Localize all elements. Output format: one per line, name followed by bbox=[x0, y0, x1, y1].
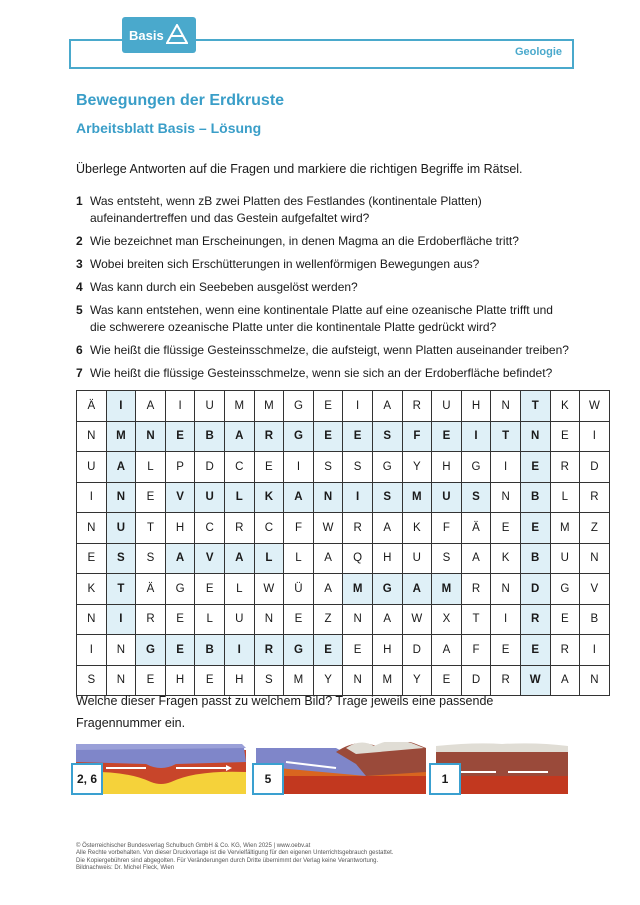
grid-cell: K bbox=[491, 543, 521, 574]
grid-cell: S bbox=[343, 452, 373, 483]
grid-cell: E bbox=[136, 482, 166, 513]
grid-cell: R bbox=[550, 452, 580, 483]
grid-cell: T bbox=[136, 513, 166, 544]
grid-cell: T bbox=[520, 391, 550, 422]
page-subtitle: Arbeitsblatt Basis – Lösung bbox=[76, 120, 262, 136]
grid-cell: L bbox=[136, 452, 166, 483]
grid-cell: B bbox=[580, 604, 610, 635]
grid-cell: C bbox=[254, 513, 284, 544]
grid-cell: B bbox=[195, 635, 225, 666]
question-text: Was entsteht, wenn zB zwei Platten des Festlandes (kontinentale Platten) aufeinandertreffen und das Gestein aufgefaltet wird? bbox=[90, 194, 482, 225]
logo-text: Basis bbox=[129, 27, 164, 43]
grid-cell: B bbox=[520, 482, 550, 513]
grid-cell: A bbox=[372, 391, 402, 422]
grid-cell: R bbox=[461, 574, 491, 605]
grid-cell: M bbox=[432, 574, 462, 605]
grid-cell: I bbox=[343, 482, 373, 513]
grid-row bbox=[77, 482, 610, 513]
grid-row bbox=[77, 391, 610, 422]
grid-cell: S bbox=[77, 665, 107, 696]
question-text: Wobei breiten sich Erschütterungen in wellenförmigen Bewegungen aus? bbox=[90, 257, 480, 271]
question-text: Wie heißt die flüssige Gesteinsschmelze, wenn sie sich an der Erdoberfläche befindet? bbox=[90, 366, 553, 380]
question-item bbox=[76, 302, 576, 336]
grid-cell: W bbox=[520, 665, 550, 696]
grid-cell: N bbox=[491, 574, 521, 605]
grid-cell: C bbox=[224, 452, 254, 483]
grid-cell: W bbox=[402, 604, 432, 635]
grid-cell: V bbox=[195, 543, 225, 574]
grid-cell: G bbox=[372, 574, 402, 605]
basis-logo bbox=[122, 17, 196, 53]
grid-cell: U bbox=[195, 391, 225, 422]
grid-cell: E bbox=[195, 665, 225, 696]
grid-cell: N bbox=[77, 421, 107, 452]
grid-cell: S bbox=[313, 452, 343, 483]
grid-cell: Y bbox=[313, 665, 343, 696]
grid-cell: N bbox=[106, 482, 136, 513]
grid-cell: R bbox=[224, 513, 254, 544]
grid-cell: M bbox=[106, 421, 136, 452]
question-item bbox=[76, 193, 576, 227]
grid-cell: F bbox=[432, 513, 462, 544]
grid-cell: I bbox=[461, 421, 491, 452]
question-item bbox=[76, 365, 576, 382]
question-item bbox=[76, 233, 576, 250]
grid-cell: B bbox=[195, 421, 225, 452]
grid-cell: E bbox=[520, 452, 550, 483]
grid-cell: N bbox=[106, 665, 136, 696]
grid-cell: T bbox=[461, 604, 491, 635]
grid-cell: E bbox=[254, 452, 284, 483]
footer-line: © Österreichischer Bundesverlag Schulbuch GmbH & Co. KG, Wien 2025 | www.oebv.at bbox=[76, 843, 311, 849]
grid-cell: L bbox=[224, 482, 254, 513]
grid-cell: N bbox=[136, 421, 166, 452]
grid-cell: Ä bbox=[77, 391, 107, 422]
grid-cell: F bbox=[402, 421, 432, 452]
grid-cell: A bbox=[284, 482, 314, 513]
grid-cell: N bbox=[491, 482, 521, 513]
grid-cell: W bbox=[254, 574, 284, 605]
grid-cell: I bbox=[580, 421, 610, 452]
grid-cell: A bbox=[372, 604, 402, 635]
grid-cell: A bbox=[224, 543, 254, 574]
grid-cell: I bbox=[77, 635, 107, 666]
intro-text: Überlege Antworten auf die Fragen und markiere die richtigen Begriffe im Rätsel. bbox=[76, 162, 523, 176]
grid-cell: I bbox=[284, 452, 314, 483]
grid-cell: F bbox=[284, 513, 314, 544]
grid-cell: N bbox=[580, 665, 610, 696]
grid-cell: A bbox=[402, 574, 432, 605]
grid-cell: U bbox=[432, 482, 462, 513]
grid-row bbox=[77, 421, 610, 452]
grid-cell: U bbox=[402, 543, 432, 574]
grid-cell: R bbox=[136, 604, 166, 635]
grid-cell: H bbox=[461, 391, 491, 422]
grid-cell: K bbox=[402, 513, 432, 544]
grid-cell: E bbox=[77, 543, 107, 574]
grid-cell: I bbox=[491, 604, 521, 635]
grid-cell: B bbox=[520, 543, 550, 574]
grid-cell: Ü bbox=[284, 574, 314, 605]
answer-box-2[interactable]: 5 bbox=[252, 763, 284, 795]
grid-cell: N bbox=[254, 604, 284, 635]
grid-cell: K bbox=[550, 391, 580, 422]
grid-cell: P bbox=[165, 452, 195, 483]
grid-cell: N bbox=[491, 391, 521, 422]
grid-cell: L bbox=[195, 604, 225, 635]
grid-cell: U bbox=[432, 391, 462, 422]
grid-cell: R bbox=[580, 482, 610, 513]
grid-cell: E bbox=[165, 635, 195, 666]
grid-cell: Q bbox=[343, 543, 373, 574]
grid-cell: W bbox=[313, 513, 343, 544]
grid-cell: A bbox=[224, 421, 254, 452]
grid-cell: N bbox=[106, 635, 136, 666]
grid-cell: N bbox=[313, 482, 343, 513]
grid-cell: A bbox=[550, 665, 580, 696]
grid-cell: M bbox=[254, 391, 284, 422]
answer-box-3[interactable]: 1 bbox=[429, 763, 461, 795]
grid-cell: E bbox=[195, 574, 225, 605]
grid-cell: I bbox=[580, 635, 610, 666]
grid-cell: G bbox=[284, 391, 314, 422]
grid-cell: S bbox=[432, 543, 462, 574]
grid-cell: E bbox=[432, 421, 462, 452]
grid-cell: U bbox=[195, 482, 225, 513]
grid-cell: U bbox=[224, 604, 254, 635]
question-item bbox=[76, 342, 576, 359]
question-number: 7 bbox=[76, 366, 83, 380]
grid-cell: E bbox=[520, 635, 550, 666]
grid-cell: G bbox=[550, 574, 580, 605]
question-number: 2 bbox=[76, 234, 83, 248]
grid-cell: E bbox=[550, 421, 580, 452]
grid-cell: E bbox=[313, 635, 343, 666]
grid-cell: U bbox=[77, 452, 107, 483]
grid-cell: V bbox=[165, 482, 195, 513]
grid-cell: F bbox=[461, 635, 491, 666]
grid-cell: A bbox=[461, 543, 491, 574]
grid-cell: I bbox=[224, 635, 254, 666]
grid-cell: Ä bbox=[136, 574, 166, 605]
grid-cell: G bbox=[284, 421, 314, 452]
grid-cell: R bbox=[491, 665, 521, 696]
grid-cell: M bbox=[372, 665, 402, 696]
question-list bbox=[76, 193, 576, 388]
grid-cell: N bbox=[343, 665, 373, 696]
grid-cell: D bbox=[461, 665, 491, 696]
grid-cell: D bbox=[402, 635, 432, 666]
grid-cell: D bbox=[520, 574, 550, 605]
grid-cell: L bbox=[254, 543, 284, 574]
grid-cell: H bbox=[372, 635, 402, 666]
grid-cell: H bbox=[372, 543, 402, 574]
grid-cell: S bbox=[461, 482, 491, 513]
grid-cell: D bbox=[580, 452, 610, 483]
grid-cell: G bbox=[136, 635, 166, 666]
page-title: Bewegungen der Erdkruste bbox=[76, 92, 285, 109]
footer bbox=[76, 843, 394, 872]
grid-cell: E bbox=[432, 665, 462, 696]
grid-cell: M bbox=[343, 574, 373, 605]
grid-cell: E bbox=[165, 604, 195, 635]
grid-cell: A bbox=[432, 635, 462, 666]
grid-cell: G bbox=[372, 452, 402, 483]
grid-cell: I bbox=[343, 391, 373, 422]
grid-cell: G bbox=[461, 452, 491, 483]
grid-cell: D bbox=[195, 452, 225, 483]
grid-cell: N bbox=[77, 604, 107, 635]
grid-cell: T bbox=[491, 421, 521, 452]
grid-cell: I bbox=[491, 452, 521, 483]
grid-cell: G bbox=[165, 574, 195, 605]
grid-cell: E bbox=[313, 421, 343, 452]
question-number: 1 bbox=[76, 194, 83, 208]
grid-cell: S bbox=[372, 421, 402, 452]
grid-cell: A bbox=[372, 513, 402, 544]
grid-cell: W bbox=[580, 391, 610, 422]
grid-cell: N bbox=[343, 604, 373, 635]
grid-cell: L bbox=[550, 482, 580, 513]
question-number: 5 bbox=[76, 303, 83, 317]
question-text: Wie heißt die flüssige Gesteinsschmelze, die aufsteigt, wenn Platten auseinander treiben? bbox=[90, 343, 569, 357]
grid-cell: H bbox=[165, 513, 195, 544]
answer-box-1[interactable]: 2, 6 bbox=[71, 763, 103, 795]
grid-cell: A bbox=[136, 391, 166, 422]
grid-cell: S bbox=[106, 543, 136, 574]
grid-row bbox=[77, 452, 610, 483]
grid-cell: H bbox=[224, 665, 254, 696]
grid-row bbox=[77, 604, 610, 635]
grid-cell: T bbox=[106, 574, 136, 605]
grid-cell: M bbox=[224, 391, 254, 422]
grid-cell: E bbox=[550, 604, 580, 635]
grid-cell: S bbox=[372, 482, 402, 513]
grid-cell: E bbox=[165, 421, 195, 452]
question-text: Was kann durch ein Seebeben ausgelöst werden? bbox=[90, 280, 358, 294]
grid-cell: A bbox=[165, 543, 195, 574]
grid-cell: K bbox=[254, 482, 284, 513]
grid-cell: R bbox=[343, 513, 373, 544]
question-number: 3 bbox=[76, 257, 83, 271]
matching-question: Welche dieser Fragen passt zu welchem Bild? Trage jeweils eine passende Fragennummer ein. bbox=[76, 694, 494, 730]
grid-cell: I bbox=[77, 482, 107, 513]
grid-cell: V bbox=[580, 574, 610, 605]
grid-cell: Y bbox=[402, 665, 432, 696]
subject-label: Geologie bbox=[514, 46, 562, 58]
grid-row bbox=[77, 543, 610, 574]
question-text: Was kann entstehen, wenn eine kontinentale Platte auf eine ozeanische Platte trifft und die schwerere ozeanische Platte unter die kontinentale Platte gedrückt wird? bbox=[90, 303, 553, 334]
question-number: 4 bbox=[76, 280, 83, 294]
question-item bbox=[76, 256, 576, 273]
footer-line: Bildnachweis: Dr. Michel Fleck, Wien bbox=[76, 864, 175, 871]
footer-line: Die Kopiergebühren sind abgegolten. Für Veränderungen durch Dritte übernimmt der Verlag keine Verantwortung. bbox=[76, 857, 379, 864]
grid-cell: H bbox=[165, 665, 195, 696]
grid-cell: G bbox=[284, 635, 314, 666]
grid-cell: A bbox=[106, 452, 136, 483]
grid-cell: E bbox=[520, 513, 550, 544]
footer-line: Alle Rechte vorbehalten. Von dieser Druckvorlage ist die Vervielfältigung für den eigenen Unterrichtsgebrauch gestattet. bbox=[76, 850, 394, 857]
grid-row bbox=[77, 513, 610, 544]
grid-cell: E bbox=[343, 421, 373, 452]
grid-cell: M bbox=[550, 513, 580, 544]
grid-cell: E bbox=[491, 635, 521, 666]
grid-cell: N bbox=[520, 421, 550, 452]
grid-cell: U bbox=[550, 543, 580, 574]
grid-cell: Z bbox=[313, 604, 343, 635]
grid-cell: L bbox=[284, 543, 314, 574]
grid-cell: R bbox=[520, 604, 550, 635]
grid-cell: A bbox=[313, 543, 343, 574]
grid-cell: C bbox=[195, 513, 225, 544]
triangle-icon bbox=[166, 24, 188, 44]
grid-cell: I bbox=[106, 391, 136, 422]
grid-cell: E bbox=[313, 391, 343, 422]
grid-cell: S bbox=[254, 665, 284, 696]
question-text: Wie bezeichnet man Erscheinungen, in denen Magma an die Erdoberfläche tritt? bbox=[90, 234, 519, 248]
grid-cell: R bbox=[254, 421, 284, 452]
grid-cell: E bbox=[284, 604, 314, 635]
grid-cell: S bbox=[136, 543, 166, 574]
grid-cell: Ä bbox=[461, 513, 491, 544]
grid-cell: M bbox=[402, 482, 432, 513]
grid-cell: I bbox=[165, 391, 195, 422]
grid-cell: R bbox=[402, 391, 432, 422]
question-item bbox=[76, 279, 576, 296]
grid-cell: E bbox=[343, 635, 373, 666]
grid-cell: R bbox=[550, 635, 580, 666]
grid-row bbox=[77, 635, 610, 666]
grid-cell: K bbox=[77, 574, 107, 605]
grid-cell: A bbox=[313, 574, 343, 605]
grid-cell: N bbox=[77, 513, 107, 544]
grid-cell: E bbox=[491, 513, 521, 544]
grid-cell: I bbox=[106, 604, 136, 635]
grid-cell: E bbox=[136, 665, 166, 696]
grid-cell: X bbox=[432, 604, 462, 635]
grid-row bbox=[77, 574, 610, 605]
grid-cell: L bbox=[224, 574, 254, 605]
word-search-grid bbox=[76, 390, 610, 696]
grid-cell: N bbox=[580, 543, 610, 574]
grid-cell: Z bbox=[580, 513, 610, 544]
grid-cell: R bbox=[254, 635, 284, 666]
question-number: 6 bbox=[76, 343, 83, 357]
grid-cell: Y bbox=[402, 452, 432, 483]
grid-cell: H bbox=[432, 452, 462, 483]
grid-cell: U bbox=[106, 513, 136, 544]
grid-cell: M bbox=[284, 665, 314, 696]
